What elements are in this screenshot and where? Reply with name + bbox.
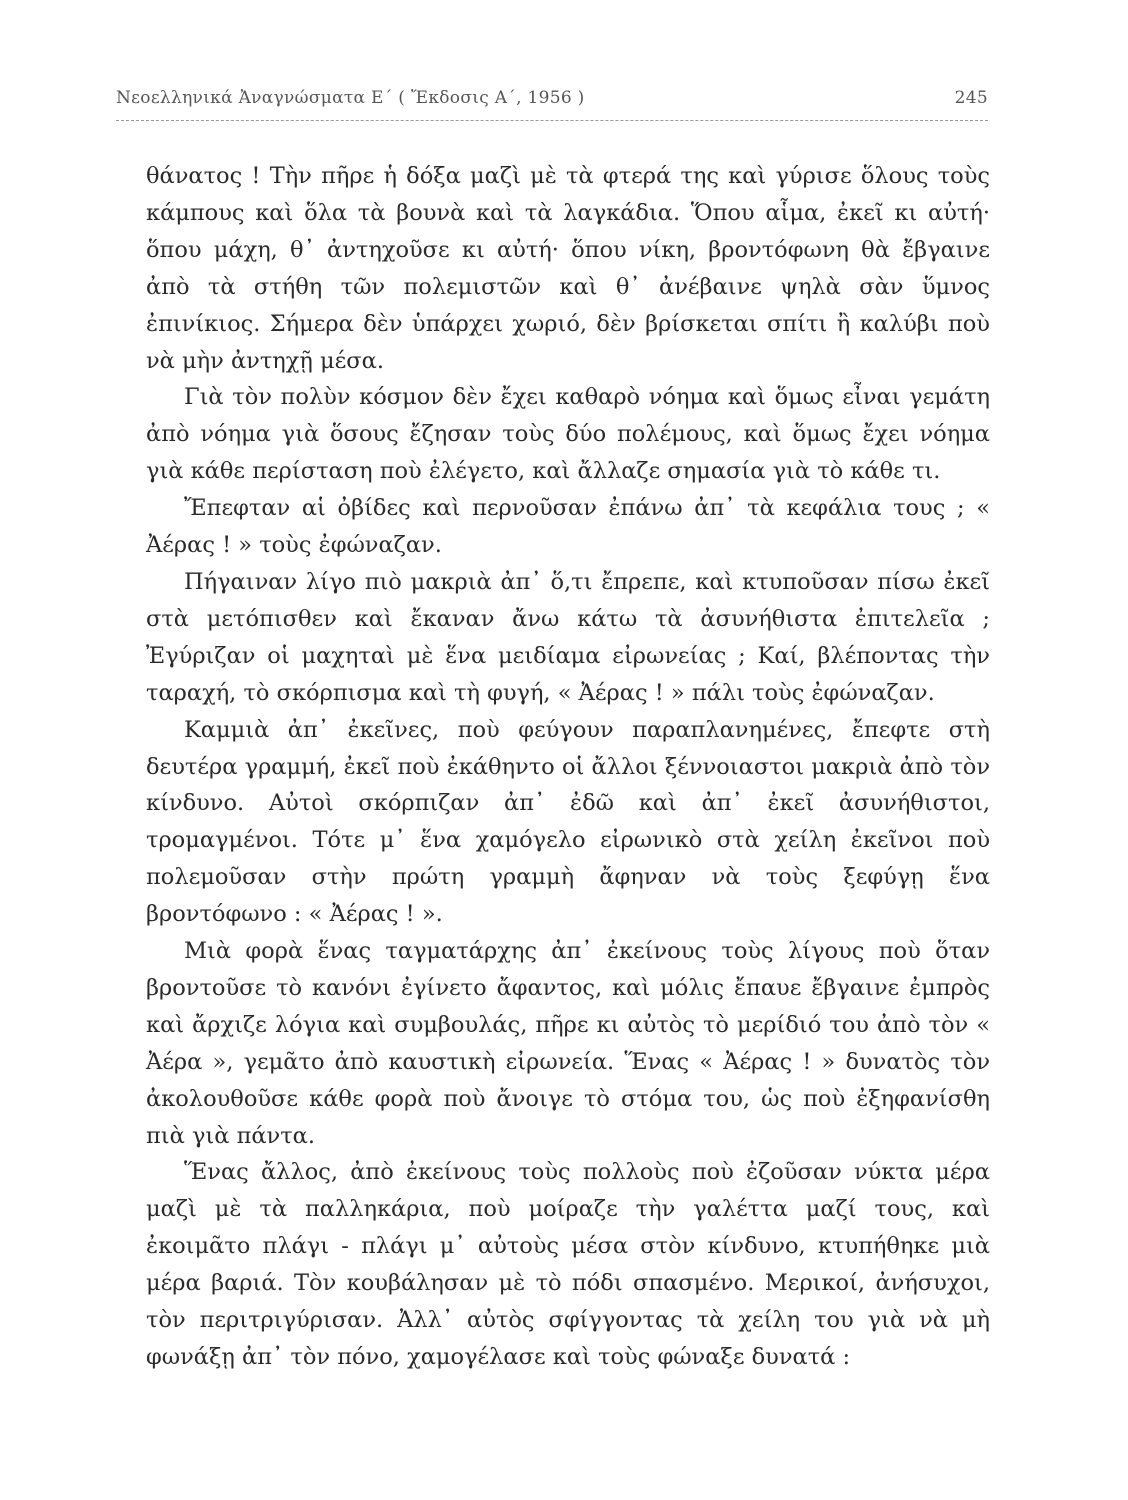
paragraph: Γιὰ τὸν πολὺν κόσμον δὲν ἔχει καθαρὸ νόημα καὶ ὅμως εἶναι γεμάτη ἀπὸ νόημα γιὰ ὅσους ἔζησαν τοὺς δύο πολέμους, καὶ ὅμως ἔχει νόημα γιὰ κάθε περίσταση ποὺ ἐλέγετο, καὶ ἄλλαζε σημασία γιὰ τὸ κάθε τι. (146, 384, 990, 485)
page-number: 245 (954, 88, 988, 108)
running-title: Νεοελληνικά Ἀναγνώσματα Ε΄ ( Ἔκδοσις Α΄, 1956 ) (116, 88, 585, 108)
paragraph: Πήγαιναν λίγο πιὸ μακριὰ ἀπ᾽ ὅ,τι ἔπρεπε, καὶ κτυποῦσαν πίσω ἐκεῖ στὰ μετόπισθεν καὶ ἔκαναν ἄνω κάτω τὰ ἀσυνήθιστα ἐπιτελεῖα ; Ἐγύριζαν οἱ μαχηταὶ μὲ ἕνα μειδίαμα εἰρωνείας ; Καί, βλέποντας τὴν ταραχή, τὸ σκόρπισμα καὶ τὴ φυγή, « Ἀέρας ! » πάλι τοὺς ἐφώναζαν. (146, 568, 990, 706)
paragraph: Μιὰ φορὰ ἕνας ταγματάρχης ἀπ᾽ ἐκείνους τοὺς λίγους ποὺ ὅταν βροντοῦσε τὸ κανόνι ἐγίνετο ἄφαντος, καὶ μόλις ἔπαυε ἔβγαινε ἐμπρὸς καὶ ἄρχιζε λόγια καὶ συμβουλάς, πῆρε κι αὐτὸς τὸ μερίδιό του ἀπὸ τὸν « Ἀέρα », γεμᾶτο ἀπὸ καυστικὴ εἰρωνεία. Ἕνας « Ἀέρας ! » δυνατὸς τὸν ἀκολουθοῦσε κάθε φορὰ ποὺ ἄνοιγε τὸ στόμα του, ὡς ποὺ ἐξηφανίσθη πιὰ γιὰ πάντα. (146, 938, 990, 1149)
paragraph: θάνατος ! Τὴν πῆρε ἡ δόξα μαζὶ μὲ τὰ φτερά της καὶ γύρισε ὅλους τοὺς κάμπους καὶ ὅλα τὰ βουνὰ καὶ τὰ λαγκάδια. Ὅπου αἷμα, ἐκεῖ κι αὐτή· ὅπου μάχη, θ᾽ ἀντηχοῦσε κι αὐτή· ὅπου νίκη, βροντόφωνη θὰ ἔβγαινε ἀπὸ τὰ στήθη τῶν πολεμιστῶν καὶ θ᾽ ἀνέβαινε ψηλὰ σὰν ὕμνος ἐπινίκιος. Σήμερα δὲν ὑπάρχει χωριό, δὲν βρίσκεται σπίτι ἢ καλύβι ποὺ νὰ μὴν ἀντηχῇ μέσα. (146, 163, 990, 374)
paragraph: Καμμιὰ ἀπ᾽ ἐκεῖνες, ποὺ φεύγουν παραπλανημένες, ἔπεφτε στὴ δευτέρα γραμμή, ἐκεῖ ποὺ ἐκάθηντο οἱ ἄλλοι ξέννοιαστοι μακριὰ ἀπὸ τὸν κίνδυνο. Αὐτοὶ σκόρπιζαν ἀπ᾽ ἐδῶ καὶ ἀπ᾽ ἐκεῖ ἀσυνήθιστοι, τρομαγμένοι. Τότε μ᾽ ἕνα χαμόγελο εἰρωνικὸ στὰ χείλη ἐκεῖνοι ποὺ πολεμοῦσαν στὴν πρώτη γραμμὴ ἄφηναν νὰ τοὺς ξεφύγῃ ἕνα βροντόφωνο : « Ἀέρας ! ». (146, 716, 990, 928)
body-text (146, 158, 990, 1376)
paragraph: Ἔπεφταν αἱ ὀβίδες καὶ περνοῦσαν ἐπάνω ἀπ᾽ τὰ κεφάλια τους ; « Ἀέρας ! » τοὺς ἐφώναζαν. (146, 495, 990, 559)
paragraph: Ἕνας ἄλλος, ἀπὸ ἐκείνους τοὺς πολλοὺς ποὺ ἐζοῦσαν νύκτα μέρα μαζὶ μὲ τὰ παλληκάρια, ποὺ μοίραζε τὴν γαλέττα μαζί τους, καὶ ἐκοιμᾶτο πλάγι - πλάγι μ᾽ αὐτοὺς μέσα στὸν κίνδυνο, κτυπήθηκε μιὰ μέρα βαριά. Τὸν κουβάλησαν μὲ τὸ πόδι σπασμένο. Μερικοί, ἀνήσυχοι, τὸν περιτριγύρισαν. Ἀλλ᾽ αὐτὸς σφίγγοντας τὰ χείλη του γιὰ νὰ μὴ φωνάξῃ ἀπ᾽ τὸν πόνο, χαμογέλασε καὶ τοὺς φώναξε δυνατά : (146, 1159, 990, 1370)
header-rule (116, 120, 988, 121)
